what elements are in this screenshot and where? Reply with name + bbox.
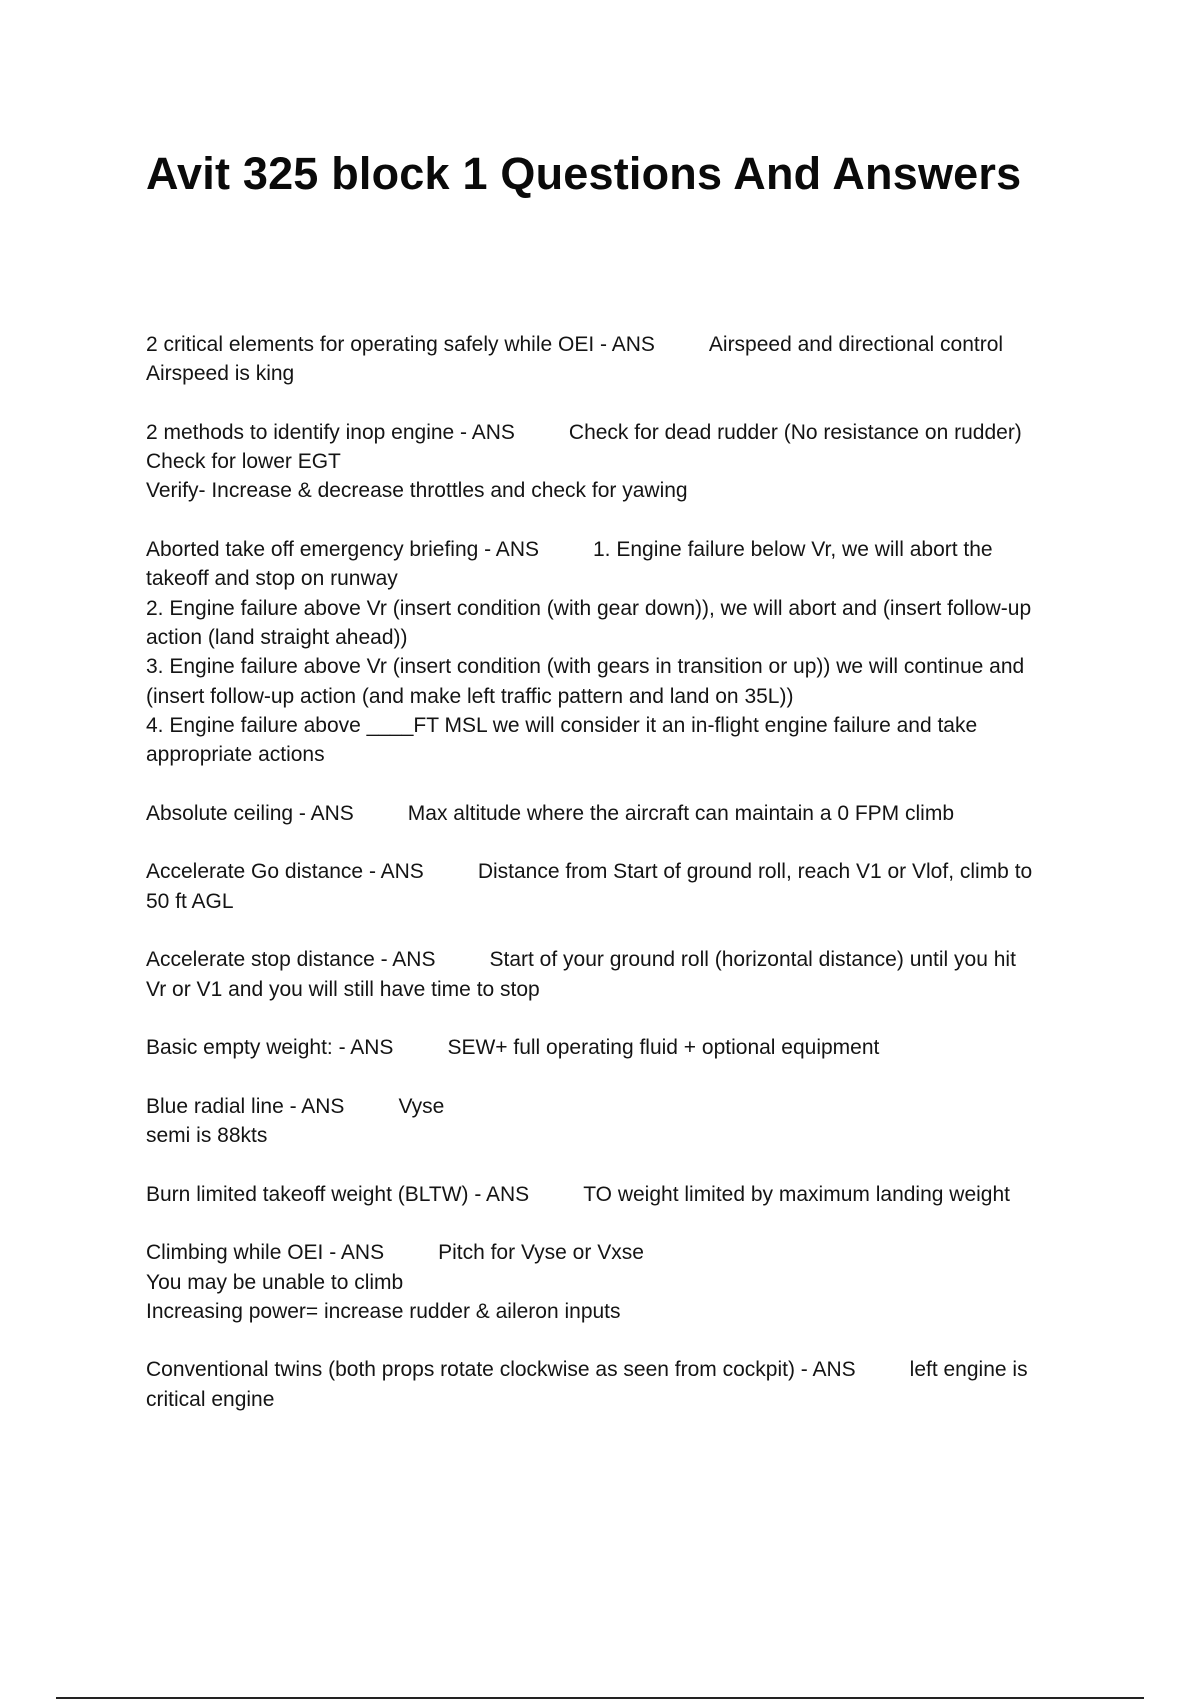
answer-text-line: Increasing power= increase rudder & aileron inputs — [146, 1299, 621, 1323]
qa-first-line — [146, 330, 1086, 359]
qa-entry — [146, 535, 1086, 769]
answer-text-line: action (land straight ahead)) — [146, 625, 408, 649]
question-text: Climbing while OEI - ANS — [146, 1241, 385, 1265]
answer-text: 1. Engine failure below Vr, we will abort the — [593, 538, 993, 562]
qa-entry — [146, 1238, 1086, 1326]
answer-text-line: You may be unable to climb — [146, 1270, 404, 1294]
document-title: Avit 325 block 1 Questions And Answers — [146, 148, 1022, 199]
question-text: Accelerate stop distance - ANS — [146, 948, 436, 972]
qa-entry — [146, 799, 1086, 828]
qa-entry — [146, 330, 1086, 389]
qa-entry — [146, 1180, 1086, 1209]
qa-first-line — [146, 1092, 1086, 1121]
qa-entry — [146, 1355, 1086, 1414]
qa-first-line — [146, 857, 1086, 886]
question-text: Aborted take off emergency briefing - ANS — [146, 538, 539, 562]
answer-text: left engine is — [909, 1358, 1028, 1382]
answer-text-line: critical engine — [146, 1387, 275, 1411]
qa-entry — [146, 857, 1086, 916]
qa-first-line — [146, 799, 1086, 828]
answer-text: Pitch for Vyse or Vxse — [438, 1241, 644, 1265]
answer-text-line: takeoff and stop on runway — [146, 567, 398, 591]
qa-entry — [146, 1092, 1086, 1151]
answer-text-line: 3. Engine failure above Vr (insert condition (with gears in transition or up)) we will continue and — [146, 655, 1025, 679]
qa-first-line — [146, 1238, 1086, 1267]
question-text: Blue radial line - ANS — [146, 1094, 345, 1118]
question-text: Conventional twins (both props rotate clockwise as seen from cockpit) - ANS — [146, 1358, 856, 1382]
question-text: Basic empty weight: - ANS — [146, 1036, 394, 1060]
qa-first-line — [146, 945, 1086, 974]
question-text: 2 methods to identify inop engine - ANS — [146, 420, 515, 444]
answer-text-line: Check for lower EGT — [146, 450, 341, 474]
question-text: 2 critical elements for operating safely while OEI - ANS — [146, 333, 655, 356]
answer-text-line: (insert follow-up action (and make left traffic pattern and land on 35L)) — [146, 684, 794, 708]
answer-text-line: appropriate actions — [146, 743, 325, 767]
question-text: Absolute ceiling - ANS — [146, 801, 354, 825]
qa-entry — [146, 1033, 1086, 1062]
qa-first-line — [146, 418, 1086, 447]
answer-text: Vyse — [398, 1094, 445, 1118]
answer-text: Check for dead rudder (No resistance on rudder) — [568, 420, 1022, 444]
answer-text-line: Airspeed is king — [146, 362, 295, 386]
answer-text-line: 2. Engine failure above Vr (insert condition (with gear down)), we will abort and (insert follow-up — [146, 596, 1032, 620]
answer-text: Distance from Start of ground roll, reach V1 or Vlof, climb to — [477, 860, 1033, 884]
answer-text-line: 4. Engine failure above ____FT MSL we will consider it an in-flight engine failure and take — [146, 713, 978, 737]
answer-text: Airspeed and directional control — [708, 333, 1004, 356]
answer-text-line: Verify- Increase & decrease throttles and check for yawing — [146, 479, 688, 503]
qa-first-line — [146, 535, 1086, 564]
answer-text-line: 50 ft AGL — [146, 889, 234, 913]
answer-text: SEW+ full operating fluid + optional equipment — [447, 1036, 880, 1060]
answer-text-line: Vr or V1 and you will still have time to stop — [146, 977, 540, 1001]
qa-entry — [146, 945, 1086, 1004]
footer-divider — [56, 1697, 1144, 1699]
qa-first-line — [146, 1180, 1086, 1209]
qa-list — [146, 330, 1086, 1443]
answer-text: Max altitude where the aircraft can maintain a 0 FPM climb — [407, 801, 955, 825]
question-text: Burn limited takeoff weight (BLTW) - ANS — [146, 1182, 530, 1206]
answer-text: TO weight limited by maximum landing weight — [583, 1182, 1010, 1206]
answer-text-line: semi is 88kts — [146, 1124, 268, 1148]
question-text: Accelerate Go distance - ANS — [146, 860, 424, 884]
answer-text: Start of your ground roll (horizontal distance) until you hit — [489, 948, 1016, 972]
qa-entry — [146, 418, 1086, 506]
qa-first-line — [146, 1033, 1086, 1062]
qa-first-line — [146, 1355, 1086, 1384]
